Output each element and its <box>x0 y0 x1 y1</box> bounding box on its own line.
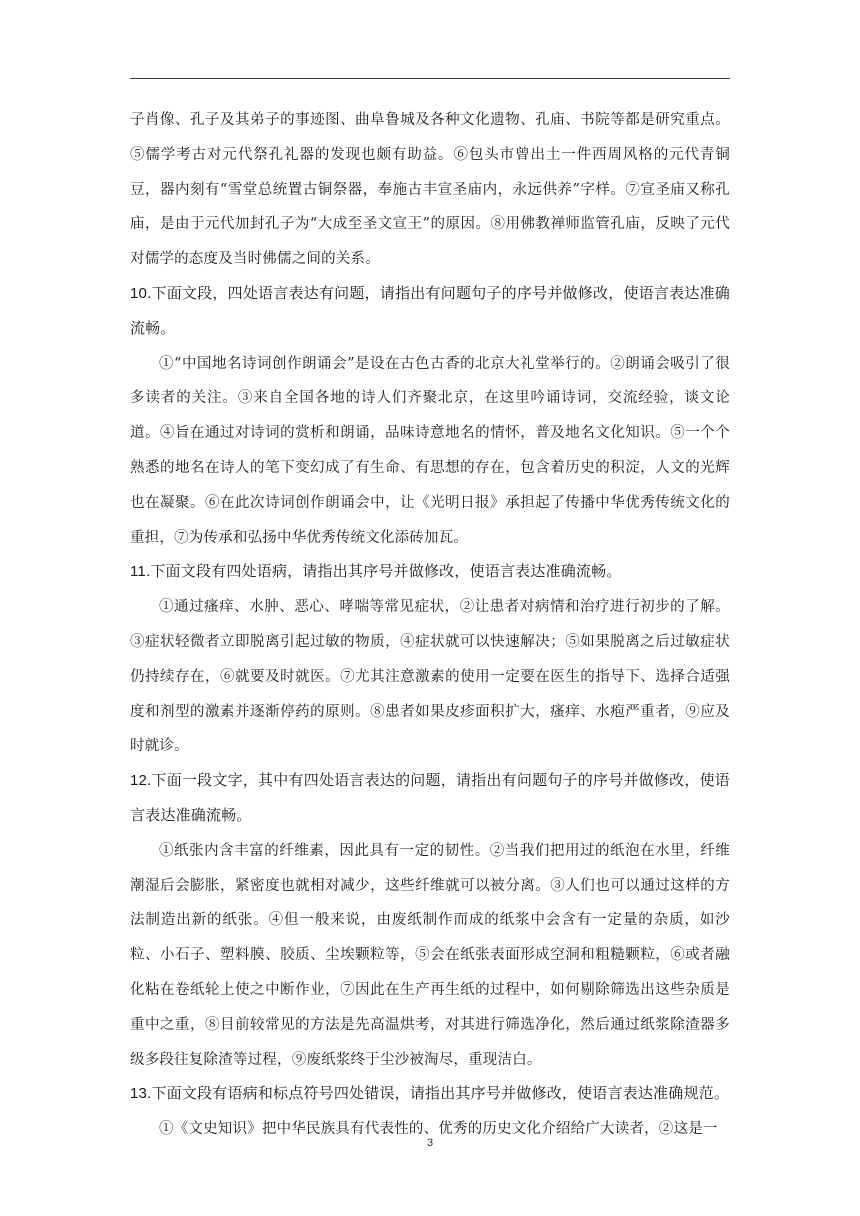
question-10-prompt: 10.下面文段，四处语言表达有问题，请指出有问题句子的序号并做修改，使语言表达准确流畅。 <box>130 284 730 337</box>
page-number: 3 <box>426 1137 434 1149</box>
question-13-prompt: 13.下面文段有语病和标点符号四处错误，请指出其序号并做修改，使语言表达准确规范。 <box>130 1085 730 1103</box>
page-content <box>130 103 730 1147</box>
question-10-passage: ①“中国地名诗词创作朗诵会”是设在古色古香的北京大礼堂举行的。②朗诵会吸引了很多读者的关注。③来自全国各地的诗人们齐聚北京，在这里吟诵诗词，交流经验，谈文论道。④旨在通过对诗词的赏析和朗诵，品味诗意地名的情怀，普及地名文化知识。⑤一个个熟悉的地名在诗人的笔下变幻成了有生命、有思想的存在，包含着历史的积淀，人文的光辉也在凝聚。⑥在此次诗词创作朗诵会中，让《光明日报》承担起了传播中华优秀传统文化的重担，⑦为传承和弘扬中华优秀传统文化添砖加瓦。 <box>130 355 730 546</box>
question-12-passage: ①纸张内含丰富的纤维素，因此具有一定的韧性。②当我们把用过的纸泡在水里，纤维潮湿后会膨胀，紧密度也就相对减少，这些纤维就可以被分离。③人们也可以通过这样的方法制造出新的纸张。④但一般来说，由废纸制作而成的纸浆中会含有一定量的杂质，如沙粒、小石子、塑料膜、胶质、尘埃颗粒等，⑤会在纸张表面形成空洞和粗糙颗粒，⑥或者融化粘在卷纸轮上使之中断作业，⑦因此在生产再生纸的过程中，如何剔除筛选出这些杂质是重中之重，⑧目前较常见的方法是先高温烘考，对其进行筛选净化，然后通过纸浆除渣器多级多段往复除渣等过程，⑨废纸浆终于尘沙被淘尽，重现洁白。 <box>130 842 730 1068</box>
question-12-prompt: 12.下面一段文字，其中有四处语言表达的问题，请指出有问题句子的序号并做修改，使语言表达准确流畅。 <box>130 772 730 824</box>
question-11-passage: ①通过瘙痒、水肿、恶心、哮喘等常见症状，②让患者对病情和治疗进行初步的了解。③症状轻微者立即脱离引起过敏的物质，④症状就可以快速解决；⑤如果脱离之后过敏症状仍持续存在，⑥就要及时就医。⑦尤其注意激素的使用一定要在医生的指导下、选择合适强度和剂型的激素并逐渐停药的原则。⑧患者如果皮疹面积扩大，瘙痒、水疱严重者，⑨应及时就诊。 <box>130 599 730 755</box>
question-11-prompt: 11.下面文段有四处语病，请指出其序号并做修改，使语言表达准确流畅。 <box>130 563 622 581</box>
continued-paragraph: 子肖像、孔子及其弟子的事迹图、曲阜鲁城及各种文化遗物、孔庙、书院等都是研究重点。⑤儒学考古对元代祭孔礼器的发现也颇有助益。⑥包头市曾出土一件西周风格的元代青铜豆，器内刻有“雪堂总统置古铜祭器，奉施古丰宣圣庙内，永远供养”字样。⑦宣圣庙又称孔庙，是由于元代加封孔子为“大成至圣文宣王”的原因。⑧用佛教禅师监管孔庙，反映了元代对儒学的态度及当时佛儒之间的关系。 <box>130 112 730 268</box>
header-rule <box>130 78 730 79</box>
question-13-passage: ①《文史知识》把中华民族具有代表性的、优秀的历史文化介绍给广大读者，②这是一 <box>159 1121 718 1138</box>
